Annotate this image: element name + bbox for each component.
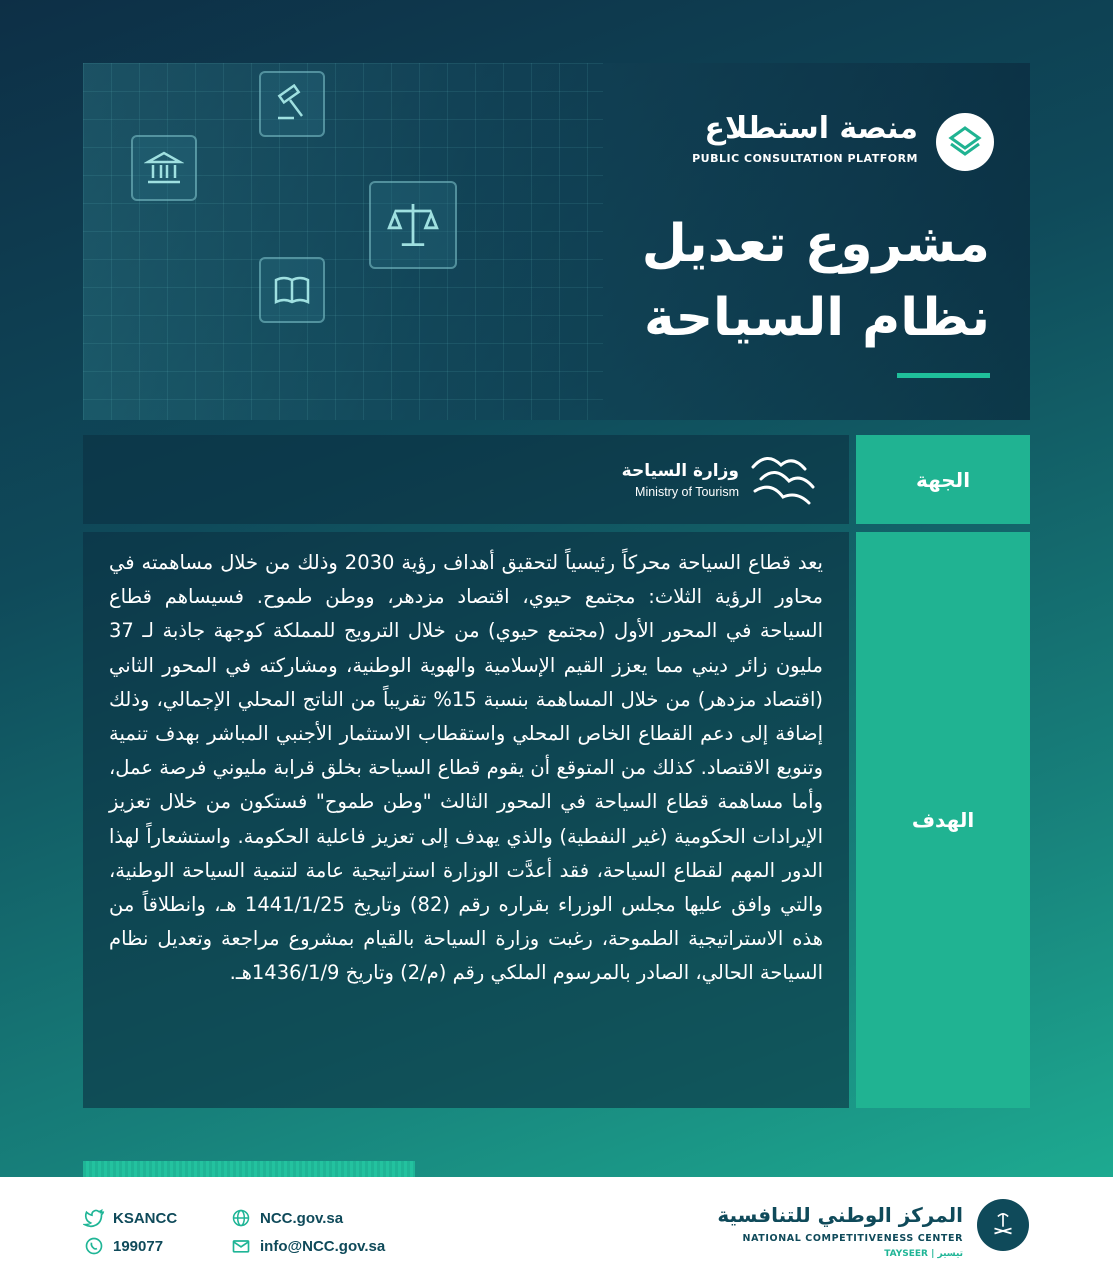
ministry-name-ar: وزارة السياحة (621, 461, 739, 481)
justice-scales-icon (369, 181, 457, 269)
footer (0, 1177, 1113, 1280)
footer-accent-bar (83, 1161, 415, 1177)
phone-number: 199077 (113, 1237, 164, 1255)
platform-name-en: PUBLIC CONSULTATION PLATFORM (692, 152, 918, 165)
twitter-contact[interactable] (83, 1208, 177, 1228)
ncc-name-ar: المركز الوطني للتنافسية (717, 1203, 963, 1227)
platform-logo-icon (936, 113, 994, 171)
platform-name-ar: منصة استطلاع (704, 111, 918, 146)
title-underline (897, 373, 990, 378)
title-line-2: نظام السياحة (644, 288, 990, 348)
twitter-icon (83, 1208, 105, 1228)
goal-description: يعد قطاع السياحة محركاً رئيسياً لتحقيق أهداف رؤية 2030 وذلك من خلال مساهمته في محاور الرؤية الثلاث: مجتمع حيوي، اقتصاد مزدهر، ووطن طموح. فسيساهم قطاع السياحة في المحور الأول (مجتمع حيوي) من خلال الترويج للمملكة كوجهة جاذبة لـ 37 مليون زائر ديني مما يعزز القيم الإسلامية والهوية الوطنية، ومشاركته في المحور الثاني (اقتصاد مزدهر) من خلال المساهمة بنسبة 15% تقريباً من الناتج المحلي الإجمالي، وذلك إضافة إلى دعم القطاع الخاص المحلي واستقطاب الاستثمار الأجنبي المباشر بهدف تنمية وتنويع الاقتصاد. كذلك من المتوقع أن يقوم قطاع السياحة بخلق قرابة مليوني فرصة عمل، وأما مساهمة قطاع السياحة في المحور الثالث "وطن طموح" فستكون من خلال تعزيز الإيرادات الحكومية (غير النفطية) والذي يهدف إلى تعزيز فاعلية الحكومة. واستشعاراً لهذا الدور المهم لقطاع السياحة، فقد أعدَّت الوزارة استراتيجية عامة لتنمية السياحة الوطنية، والتي وافق عليها مجلس الوزراء بقراره رقم (82) وتاريخ 1441/1/25 هـ، وانطلاقاً من هذه الاستراتيجية الطموحة، رغبت وزارة السياحة بالقيام بمشروع مراجعة وتعديل نظام السياحة الحالي، الصادر بالمرسوم الملكي رقم (م/2) وتاريخ 1436/1/9هـ. (109, 551, 823, 985)
ministry-of-tourism-logo-icon (743, 447, 823, 511)
ncc-emblem-icon (977, 1199, 1029, 1251)
twitter-handle: KSANCC (113, 1209, 178, 1227)
hero-banner (83, 63, 1030, 420)
page-title (490, 207, 990, 355)
email-contact[interactable] (230, 1236, 385, 1256)
website-url: NCC.gov.sa (260, 1209, 344, 1227)
ncc-tayseer: TAYSEER | تيسير (884, 1249, 963, 1259)
whatsapp-phone-icon (83, 1236, 105, 1256)
goal-label: الهدف (856, 532, 1030, 1108)
entity-value-panel (83, 435, 849, 524)
ncc-name-en: NATIONAL COMPETITIVENESS CENTER (742, 1233, 963, 1244)
entity-label: الجهة (856, 435, 1030, 524)
phone-contact[interactable] (83, 1236, 163, 1256)
website-contact[interactable] (230, 1208, 343, 1228)
globe-icon (230, 1208, 252, 1228)
gavel-icon (259, 71, 325, 137)
book-icon (259, 257, 325, 323)
goal-text-panel (83, 532, 849, 1108)
ministry-name-en: Ministry of Tourism (635, 485, 739, 499)
email-address: info@NCC.gov.sa (260, 1237, 386, 1255)
title-line-1: مشروع تعديل (641, 214, 990, 274)
email-icon (230, 1236, 252, 1256)
bank-building-icon (131, 135, 197, 201)
